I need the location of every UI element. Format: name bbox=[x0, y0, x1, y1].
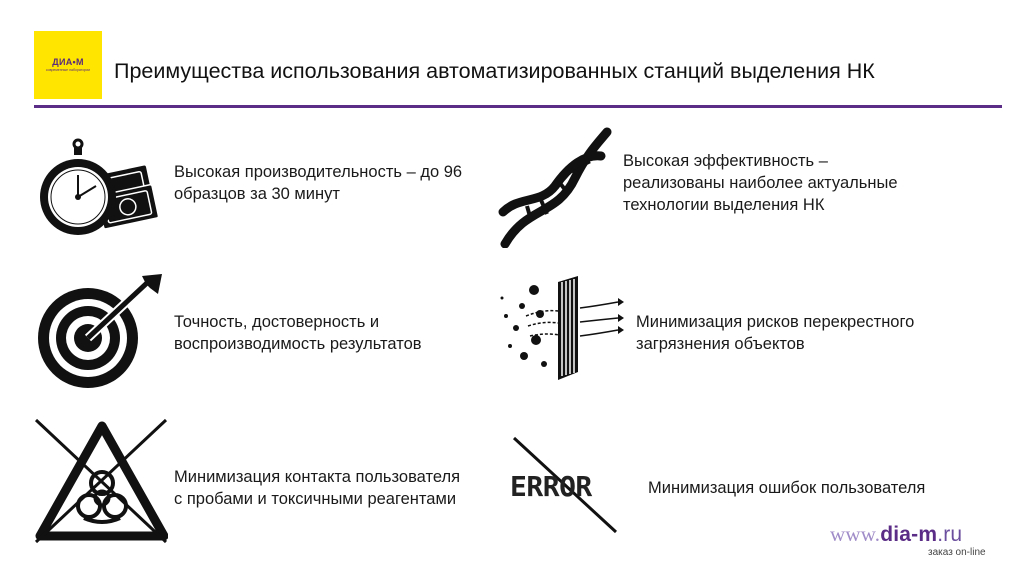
footer-order-online: заказ on-line bbox=[928, 547, 986, 558]
feature-user-contact: Минимизация контакта пользователя с пробами и токсичными реагентами bbox=[174, 468, 461, 508]
footer-website-link[interactable]: www.dia-m.ru bbox=[830, 522, 963, 546]
error-text: ERROR bbox=[510, 470, 592, 503]
feature-efficiency: Высокая эффективность – реализованы наиболее актуальные технологии выделения НК bbox=[623, 152, 898, 214]
feature-accuracy: Точность, достоверность и воспроизводимость результатов bbox=[174, 313, 422, 353]
title-divider bbox=[34, 105, 1002, 108]
feature-cross-contamination: Минимизация рисков перекрестного загрязнения объектов bbox=[636, 313, 915, 353]
feature-user-errors: Минимизация ошибок пользователя bbox=[648, 479, 926, 497]
target-icon bbox=[38, 272, 164, 390]
company-logo bbox=[34, 31, 102, 99]
dna-icon bbox=[497, 126, 612, 248]
crossed-biohazard-icon bbox=[34, 418, 168, 544]
stopwatch-money-icon bbox=[38, 138, 160, 243]
slide-title: Преимущества использования автоматизированных станций выделения НК bbox=[114, 59, 875, 83]
filter-particles-icon bbox=[496, 276, 626, 380]
feature-productivity: Высокая производительность – до 96 образцов за 30 минут bbox=[174, 163, 463, 203]
logo-text: ДИА•М bbox=[52, 56, 84, 67]
logo-subtitle: современные лаборатории bbox=[45, 67, 91, 72]
crossed-error-icon bbox=[508, 434, 620, 536]
